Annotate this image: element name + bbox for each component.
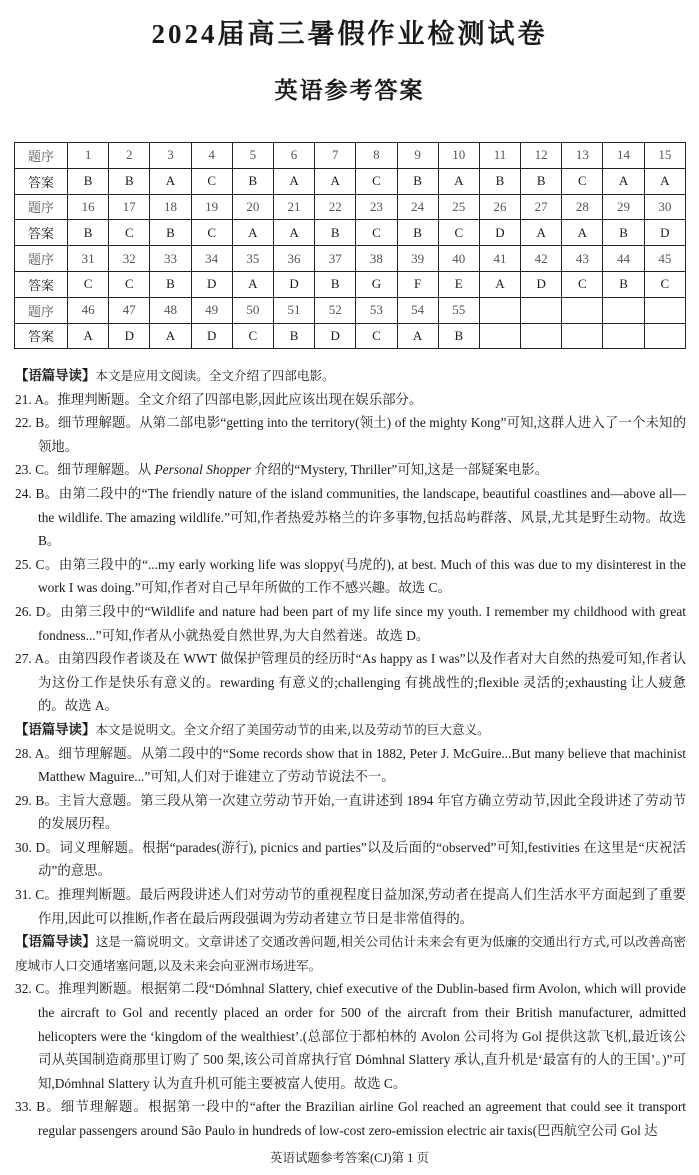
- table-cell: 32: [109, 246, 150, 272]
- table-cell: 44: [603, 246, 644, 272]
- passage-intro-1: 【语篇导读】本文是应用文阅读。全文介绍了四部电影。: [15, 368, 335, 383]
- table-cell: 18: [150, 194, 191, 220]
- table-cell: [479, 323, 520, 349]
- table-cell: [479, 297, 520, 323]
- table-cell: 37: [315, 246, 356, 272]
- table-cell: C: [109, 271, 150, 297]
- table-cell: D: [191, 271, 232, 297]
- table-cell: 4: [191, 143, 232, 169]
- table-cell: 43: [562, 246, 603, 272]
- answer-31: 31. C。推理判断题。最后两段讲述人们对劳动节的重视程度日益加深,劳动者在提高人们生活水平方面起到了重要作用,因此可以推断,作者在最后两段强调为劳动者建立节日是非常值得的。: [15, 887, 686, 926]
- table-cell: 11: [479, 143, 520, 169]
- table-cell: [644, 297, 685, 323]
- table-cell: 12: [521, 143, 562, 169]
- answer-26: 26. D。由第三段中的“Wildlife and nature had been part of my life since my youth. I remember my childhood with great fondness...”可知,作者从小就热爱自然世界,为大自然着迷。故选 D。: [15, 603, 686, 643]
- table-cell: B: [603, 220, 644, 246]
- table-cell: B: [397, 220, 438, 246]
- table-cell: 28: [562, 194, 603, 220]
- table-cell: A: [438, 168, 479, 194]
- table-cell: F: [397, 271, 438, 297]
- question-number-row: [15, 194, 686, 220]
- answer-row: [15, 220, 686, 246]
- table-cell: C: [438, 220, 479, 246]
- question-number-row: [15, 297, 686, 323]
- table-cell: C: [232, 323, 273, 349]
- table-cell: D: [315, 323, 356, 349]
- row-header: 题序: [15, 246, 68, 272]
- table-cell: D: [273, 271, 314, 297]
- table-cell: 40: [438, 246, 479, 272]
- table-cell: B: [315, 220, 356, 246]
- table-cell: 27: [521, 194, 562, 220]
- table-cell: C: [356, 220, 397, 246]
- table-cell: B: [603, 271, 644, 297]
- table-cell: 9: [397, 143, 438, 169]
- table-cell: C: [356, 168, 397, 194]
- table-cell: A: [273, 168, 314, 194]
- table-cell: 25: [438, 194, 479, 220]
- table-cell: 26: [479, 194, 520, 220]
- table-cell: 41: [479, 246, 520, 272]
- table-cell: [521, 297, 562, 323]
- passage-intro-3: 【语篇导读】这是一篇说明文。文章讲述了交通改善问题,相关公司估计未来会有更为低廉的交通出行方式,可以改善高密度城市人口交通堵塞问题,以及未来会向亚洲市场进军。: [15, 934, 687, 973]
- table-cell: 34: [191, 246, 232, 272]
- table-cell: 47: [109, 297, 150, 323]
- row-header: 答案: [15, 271, 68, 297]
- table-cell: 5: [232, 143, 273, 169]
- table-cell: 6: [273, 143, 314, 169]
- table-cell: D: [479, 220, 520, 246]
- table-cell: [521, 323, 562, 349]
- question-number-row: [15, 143, 686, 169]
- page-footer: 英语试题参考答案(CJ)第 1 页: [269, 1150, 430, 1165]
- table-cell: A: [479, 271, 520, 297]
- table-cell: 24: [397, 194, 438, 220]
- table-cell: 10: [438, 143, 479, 169]
- question-number-row: [15, 246, 686, 272]
- table-cell: B: [438, 323, 479, 349]
- table-cell: 13: [562, 143, 603, 169]
- row-header: 题序: [15, 143, 68, 169]
- table-cell: 29: [603, 194, 644, 220]
- table-cell: B: [521, 168, 562, 194]
- table-cell: A: [315, 168, 356, 194]
- table-cell: 52: [315, 297, 356, 323]
- table-cell: B: [397, 168, 438, 194]
- table-cell: B: [68, 168, 109, 194]
- table-cell: 51: [273, 297, 314, 323]
- table-cell: 20: [232, 194, 273, 220]
- table-cell: B: [150, 220, 191, 246]
- answer-23: 23. C。细节理解题。从 Personal Shopper 介绍的“Mystery, Thriller”可知,这是一部疑案电影。: [15, 462, 549, 478]
- row-header: 题序: [15, 297, 68, 323]
- table-cell: A: [603, 168, 644, 194]
- table-cell: 31: [68, 246, 109, 272]
- table-cell: B: [479, 168, 520, 194]
- table-cell: D: [521, 271, 562, 297]
- answer-29: 29. B。主旨大意题。第三段从第一次建立劳动节开始,一直讲述到 1894 年官方确立劳动节,因此全段讲述了劳动节的发展历程。: [15, 792, 686, 832]
- answer-22: 22. B。细节理解题。从第二部电影“getting into the territory(领土) of the mighty Kong”可知,这群人进入了一个未知的领地。: [15, 415, 686, 454]
- table-cell: A: [644, 168, 685, 194]
- table-cell: C: [68, 271, 109, 297]
- table-cell: 17: [109, 194, 150, 220]
- table-cell: 7: [315, 143, 356, 169]
- table-cell: A: [150, 323, 191, 349]
- row-header: 答案: [15, 168, 68, 194]
- table-cell: D: [109, 323, 150, 349]
- row-header: 答案: [15, 323, 68, 349]
- answer-32: 32. C。推理判断题。根据第二段“Dómhnal Slattery, chief executive of the Dublin-based firm Avolon, which will provide the aircraft to Gol and recently placed an order for 500 of the aircraft from their British manufacturer, admitted helicopters were the ‘kingdom of the wealthiest’.(总部位于都柏林的 Avolon 公司将为 Gol 提供这款飞机,最近该公司从英国制造商那里订购了 500 架,该公司首席执行官 Dómhnal Slattery 承认,直升机是‘最富有的人的王国’。)”可知,Dómhnal Slattery 认为直升机可能主要被富人使用。故选 C。: [15, 981, 686, 1091]
- table-cell: [603, 323, 644, 349]
- table-cell: [562, 323, 603, 349]
- answer-24: 24. B。由第二段中的“The friendly nature of the island communities, the landscape, beautiful coastlines and—above all—the wildlife. The amazing wildlife.”可知,作者热爱苏格兰的许多事物,包括岛屿群落、风景,尤其是野生动物。故选 B。: [15, 485, 686, 549]
- table-cell: A: [150, 168, 191, 194]
- answer-row: [15, 168, 686, 194]
- table-cell: 36: [273, 246, 314, 272]
- table-cell: 23: [356, 194, 397, 220]
- table-cell: [603, 297, 644, 323]
- table-cell: [644, 323, 685, 349]
- table-cell: A: [232, 271, 273, 297]
- table-cell: C: [644, 271, 685, 297]
- table-cell: G: [356, 271, 397, 297]
- table-cell: B: [232, 168, 273, 194]
- passage-intro-2: 【语篇导读】本文是说明文。全文介绍了美国劳动节的由来,以及劳动节的巨大意义。: [15, 721, 490, 737]
- table-cell: C: [562, 271, 603, 297]
- table-cell: [562, 297, 603, 323]
- table-cell: C: [356, 323, 397, 349]
- table-cell: 22: [315, 194, 356, 220]
- table-cell: A: [68, 323, 109, 349]
- table-cell: 19: [191, 194, 232, 220]
- document-subtitle: 英语参考答案: [274, 78, 425, 103]
- table-cell: D: [644, 220, 685, 246]
- table-cell: B: [68, 220, 109, 246]
- answer-30: 30. D。词义理解题。根据“parades(游行), picnics and parties”以及后面的“observed”可知,festivities 在这里是“庆祝活动”的意思。: [15, 839, 686, 879]
- table-cell: A: [232, 220, 273, 246]
- table-cell: 50: [232, 297, 273, 323]
- table-cell: 54: [397, 297, 438, 323]
- table-cell: 8: [356, 143, 397, 169]
- table-cell: 46: [68, 297, 109, 323]
- table-cell: C: [109, 220, 150, 246]
- table-cell: B: [150, 271, 191, 297]
- table-cell: 15: [644, 143, 685, 169]
- table-cell: C: [191, 168, 232, 194]
- answer-row: [15, 323, 686, 349]
- table-cell: 30: [644, 194, 685, 220]
- table-cell: B: [315, 271, 356, 297]
- table-cell: 33: [150, 246, 191, 272]
- table-cell: A: [397, 323, 438, 349]
- table-cell: 48: [150, 297, 191, 323]
- table-cell: 45: [644, 246, 685, 272]
- table-cell: 2: [109, 143, 150, 169]
- table-cell: 3: [150, 143, 191, 169]
- table-cell: 55: [438, 297, 479, 323]
- answer-27: 27. A。由第四段作者谈及在 WWT 做保护管理员的经历时“As happy as I was”以及作者对大自然的热爱可知,作者认为这份工作是快乐有意义的。rewarding 有意义的;challenging 有挑战性的;flexible 灵活的;exhausting 让人疲惫的。故选 A。: [15, 651, 686, 714]
- answer-28: 28. A。细节理解题。从第二段中的“Some records show that in 1882, Peter J. McGuire...But many believe that machinist Matthew Maguire...”可知,人们对于谁建立了劳动节说法不一。: [15, 745, 686, 785]
- table-cell: D: [191, 323, 232, 349]
- table-cell: 1: [68, 143, 109, 169]
- table-cell: 42: [521, 246, 562, 272]
- row-header: 题序: [15, 194, 68, 220]
- table-cell: C: [191, 220, 232, 246]
- table-cell: 35: [232, 246, 273, 272]
- table-cell: B: [109, 168, 150, 194]
- table-cell: 38: [356, 246, 397, 272]
- table-cell: C: [562, 168, 603, 194]
- table-cell: 39: [397, 246, 438, 272]
- table-cell: 14: [603, 143, 644, 169]
- table-cell: E: [438, 271, 479, 297]
- row-header: 答案: [15, 220, 68, 246]
- table-cell: A: [521, 220, 562, 246]
- table-cell: B: [273, 323, 314, 349]
- table-cell: A: [562, 220, 603, 246]
- table-cell: 21: [273, 194, 314, 220]
- answer-33: 33. B。细节理解题。根据第一段中的“after the Brazilian airline Gol reached an agreement that could see it transport regular passengers around São Paulo in hundreds of low-cost zero-emission electric air taxis(巴西航空公司 Gol 达: [15, 1099, 686, 1138]
- answer-21: 21. A。推理判断题。全文介绍了四部电影,因此应该出现在娱乐部分。: [15, 391, 423, 407]
- table-cell: 16: [68, 194, 109, 220]
- table-cell: 53: [356, 297, 397, 323]
- answer-25: 25. C。由第三段中的“...my early working life was sloppy(马虎的), at best. Much of this was due to my disinterest in the work I was doing.”可知,作者对自己早年所做的工作不感兴趣。故选 C。: [15, 556, 686, 596]
- answer-row: [15, 271, 686, 297]
- table-cell: 49: [191, 297, 232, 323]
- answer-table: [14, 142, 686, 349]
- document-title: 2024届高三暑假作业检测试卷: [151, 19, 548, 49]
- table-cell: A: [273, 220, 314, 246]
